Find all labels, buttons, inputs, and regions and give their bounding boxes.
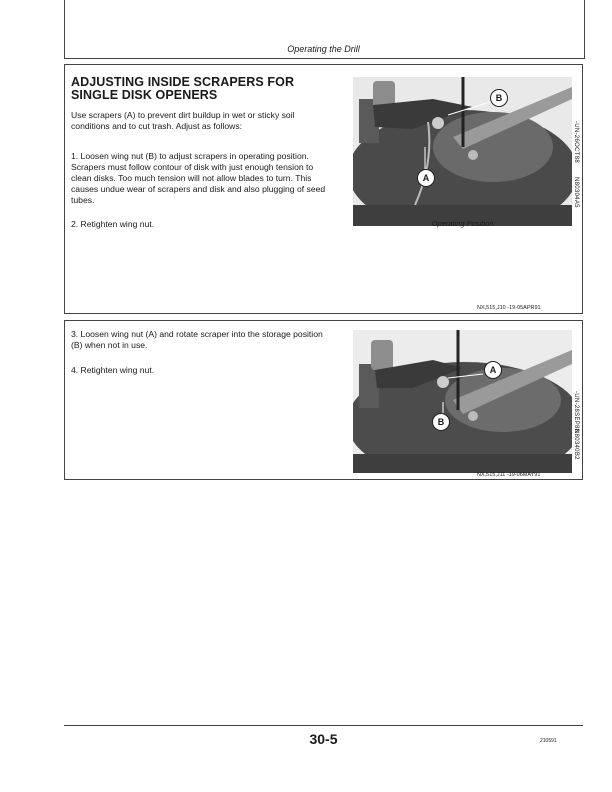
callout-b: B <box>432 413 450 431</box>
photo-side-code: -UN-26OCT88 <box>573 121 579 163</box>
block-footer-id: NX,515,J11 -19-06MAY91 <box>477 472 541 478</box>
step-4-text: 4. Retighten wing nut. <box>71 365 155 375</box>
block-footer-id: NX,515,J10 -19-05APR91 <box>477 305 541 311</box>
photo-id-code: N80340B2 <box>573 429 579 460</box>
step-2-text: 2. Retighten wing nut. <box>71 219 155 229</box>
footer-rule <box>64 725 583 726</box>
step-3-text: 3. Loosen wing nut (A) and rotate scraper into the storage position (B) when not in use. <box>71 329 323 350</box>
storage-position-photo <box>353 330 572 473</box>
section-title: ADJUSTING INSIDE SCRAPERS FOR SINGLE DISK OPENERS <box>71 75 295 102</box>
photo-side-code: -UN-28SEP88 <box>573 391 579 433</box>
callout-a: A <box>484 361 502 379</box>
intro-paragraph: Use scrapers (A) to prevent dirt buildup in wet or sticky soil conditions and to cut trash. Adjust as follows: <box>71 110 295 131</box>
callout-b: B <box>490 89 508 107</box>
section-scraper-adjustment <box>64 64 583 314</box>
running-head: Operating the Drill <box>287 44 360 54</box>
section-storage-position <box>64 320 583 480</box>
photo-id-code: N80304A5 <box>573 177 579 208</box>
photo-caption: Operating Position <box>431 219 494 228</box>
step-1-text: 1. Loosen wing nut (B) to adjust scrapers in operating position. Scrapers must follow contour of disk with just enough tension to clean disks. Too much tension will not allow blades to turn. This causes undue wear of scrapers and disk and also plugging of seed tubes. <box>71 151 326 205</box>
date-code: 210591 <box>540 738 557 744</box>
callout-a: A <box>417 169 435 187</box>
operating-position-photo <box>353 77 572 226</box>
page-number: 30-5 <box>309 731 338 747</box>
